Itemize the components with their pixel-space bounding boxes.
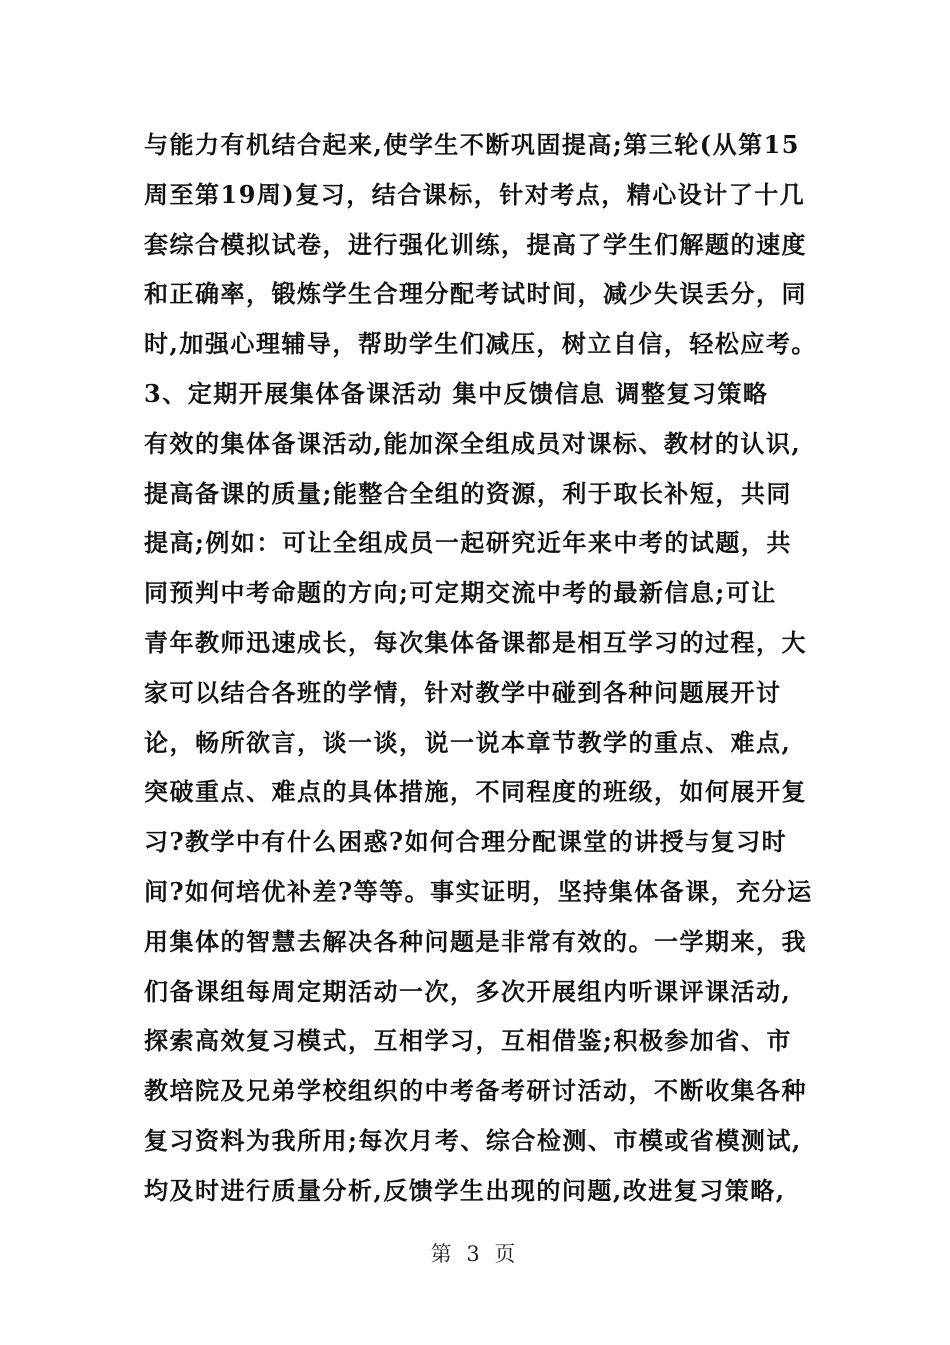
- text-line: 有效的集体备课活动,能加深全组成员对课标、教材的认识,: [144, 428, 802, 458]
- text-line: 提高;例如：可让全组成员一起研究近年来中考的试题，共: [144, 528, 792, 558]
- text-line: 和正确率，锻炼学生合理分配考试时间，减少失误丢分，同: [144, 279, 807, 309]
- text-line: 家可以结合各班的学情，针对教学中碰到各种问题展开讨: [144, 677, 782, 707]
- text-line: 与能力有机结合起来,使学生不断巩固提高;第三轮(从第15: [144, 130, 800, 159]
- page-number: 第 3 页: [430, 1242, 520, 1266]
- text-line: 套综合模拟试卷，进行强化训练，提高了学生们解题的速度: [144, 229, 807, 259]
- text-line: 青年教师迅速成长，每次集体备课都是相互学习的过程，大: [144, 627, 807, 657]
- text-line: 周至第19周)复习，结合课标，针对考点，精心设计了十几: [144, 179, 806, 209]
- text-line: 们备课组每周定期活动一次，多次开展组内听课评课活动,: [144, 976, 792, 1006]
- text-line: 探索高效复习模式，互相学习，互相借鉴;积极参加省、市: [144, 1026, 792, 1056]
- body-text: [144, 120, 817, 1216]
- text-line: 时,加强心理辅导，帮助学生们减压，树立自信，轻松应考。: [144, 329, 817, 359]
- text-line: 复习资料为我所用;每次月考、综合检测、市模或省模测试,: [144, 1125, 802, 1155]
- text-line: 突破重点、难点的具体措施，不同程度的班级，如何展开复: [144, 777, 807, 807]
- text-line: 教培院及兄弟学校组织的中考备考研讨活动，不断收集各种: [144, 1076, 807, 1106]
- text-line: 同预判中考命题的方向;可定期交流中考的最新信息;可让: [144, 578, 777, 608]
- text-line: 习?教学中有什么困惑?如何合理分配课堂的讲授与复习时: [144, 827, 788, 857]
- text-line: 论，畅所欲言，谈一谈，说一说本章节教学的重点、难点,: [144, 727, 792, 757]
- text-line: 用集体的智慧去解决各种问题是非常有效的。一学期来，我: [144, 926, 807, 956]
- text-line: 均及时进行质量分析,反馈学生出现的问题,改进复习策略,: [144, 1175, 786, 1205]
- text-line: 提高备课的质量;能整合全组的资源，利于取长补短，共同: [144, 478, 792, 508]
- text-line: 间?如何培优补差?等等。事实证明，坚持集体备课，充分运: [144, 876, 813, 906]
- section-heading: 3、定期开展集体备课活动 集中反馈信息 调整复习策略: [144, 378, 769, 408]
